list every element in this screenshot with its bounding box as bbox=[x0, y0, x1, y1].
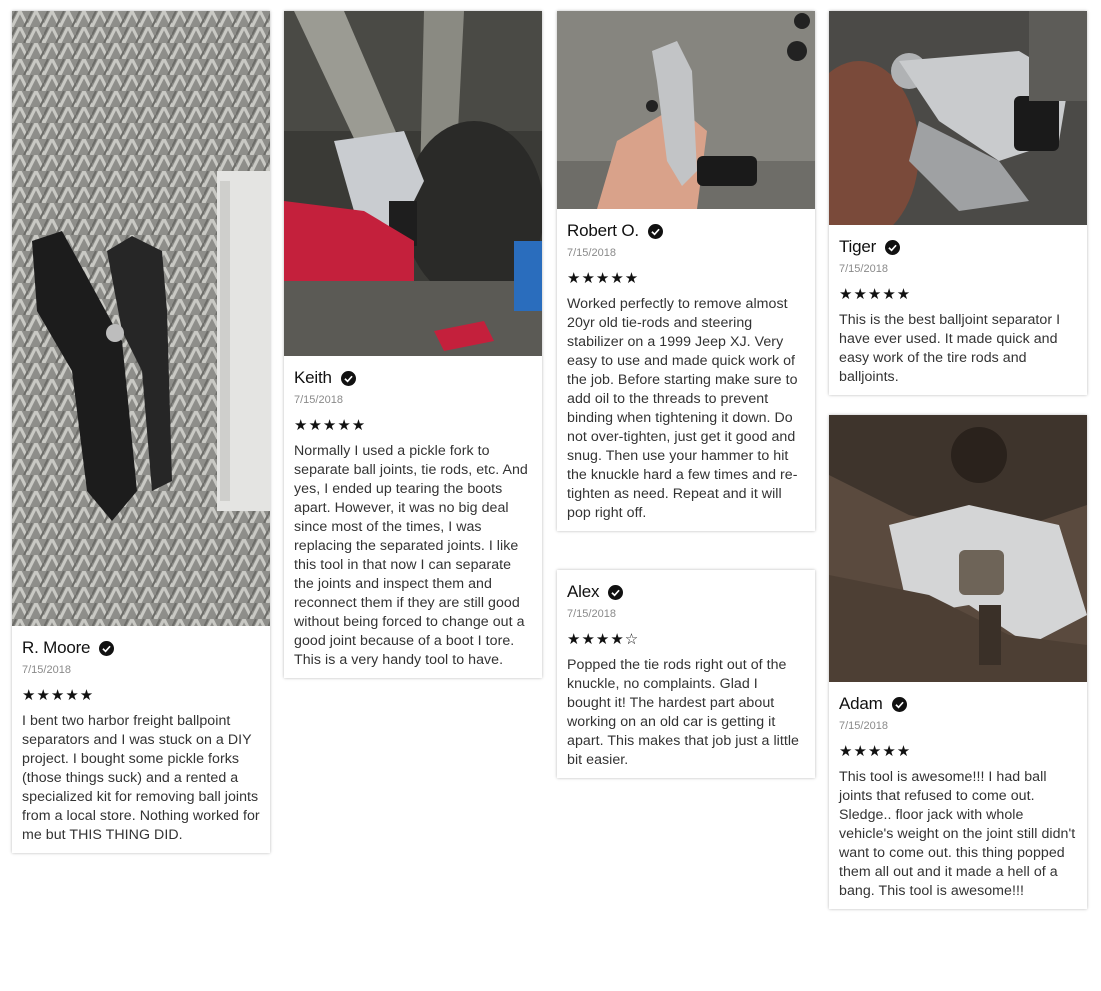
tool-on-ball-joint-photo bbox=[829, 11, 1087, 225]
check-circle-icon bbox=[892, 697, 907, 712]
review-card bbox=[829, 11, 1087, 395]
review-text: Worked perfectly to remove almost 20yr old tie-rods and steering stabilizer on a 1999 Jeep XJ. Very easy to use and made quick work of the job. Before starting make sure to add oil to the threads to prevent binding when tightening it down. Do not over-tighten, just get it good and snug. Then use your hammer to hit the knuckle hard a few times and re-tighten as need. Repeat and it will pop right off. bbox=[567, 296, 798, 521]
review-card bbox=[829, 415, 1087, 909]
tool-on-carpet-photo bbox=[12, 11, 270, 626]
star-rating: ★★★★★ bbox=[839, 286, 912, 303]
review-text: I bent two harbor freight ballpoint separators and I was stuck on a DIY project. I bought some pickle forks (those things suck) and a rented a specialized kit for removing ball joints from a local store. Nothing worked for me but THIS THING DID. bbox=[22, 713, 260, 843]
check-circle-icon bbox=[885, 240, 900, 255]
review-date: 7/15/2018 bbox=[22, 664, 71, 676]
review-date: 7/15/2018 bbox=[839, 263, 888, 275]
review-photo[interactable] bbox=[557, 11, 815, 209]
check-circle-icon bbox=[608, 585, 623, 600]
check-circle-icon bbox=[341, 371, 356, 386]
star-rating: ★★★★★ bbox=[567, 270, 640, 287]
reviewer-name: Adam bbox=[839, 694, 883, 713]
check-circle-icon bbox=[99, 641, 114, 656]
reviewer-name: Keith bbox=[294, 368, 332, 387]
reviewer-name: R. Moore bbox=[22, 638, 91, 657]
star-rating: ★★★★☆ bbox=[567, 631, 640, 648]
review-card bbox=[284, 11, 542, 678]
tool-on-suspension-photo bbox=[284, 11, 542, 356]
star-rating: ★★★★★ bbox=[839, 743, 912, 760]
review-date: 7/15/2018 bbox=[839, 720, 888, 732]
check-circle-icon bbox=[648, 224, 663, 239]
review-text: Popped the tie rods right out of the knuckle, no complaints. Glad I bought it! The hardest part about working on an old car is getting it apart. This makes that job just a little bit easier. bbox=[567, 657, 799, 768]
reviewer-name: Alex bbox=[567, 582, 600, 601]
review-date: 7/15/2018 bbox=[567, 608, 616, 620]
star-rating: ★★★★★ bbox=[294, 417, 367, 434]
star-rating: ★★★★★ bbox=[22, 687, 95, 704]
reviewer-name: Tiger bbox=[839, 237, 877, 256]
review-date: 7/15/2018 bbox=[294, 394, 343, 406]
review-card bbox=[557, 570, 815, 778]
review-card bbox=[557, 11, 815, 531]
review-photo[interactable] bbox=[12, 11, 270, 626]
tool-in-hand-photo bbox=[557, 11, 815, 209]
review-photo[interactable] bbox=[829, 11, 1087, 225]
reviewer-name: Robert O. bbox=[567, 221, 639, 240]
review-text: Normally I used a pickle fork to separate ball joints, tie rods, etc. And yes, I ended up tearing the boots apart. However, it was no big deal since most of the times, I was replacing the separated joints. I like this tool in that now I can separate the joints and inspect them and reconnect them if they are still good without being forced to change out a good joint because of a boot I tore. This is a very handy tool to have. bbox=[294, 443, 528, 668]
review-card bbox=[12, 11, 270, 853]
review-photo[interactable] bbox=[284, 11, 542, 356]
review-text: This is the best balljoint separator I have ever used. It made quick and easy work of the tire rods and balljoints. bbox=[839, 312, 1061, 385]
review-date: 7/15/2018 bbox=[567, 247, 616, 259]
review-text: This tool is awesome!!! I had ball joints that refused to come out. Sledge.. floor jack with whole vehicle's weight on the joint still didn't want to come out. this thing popped them all out and it made a hell of a bang. This tool is awesome!!! bbox=[839, 769, 1076, 899]
review-photo[interactable] bbox=[829, 415, 1087, 682]
tool-close-up-photo bbox=[829, 415, 1087, 682]
